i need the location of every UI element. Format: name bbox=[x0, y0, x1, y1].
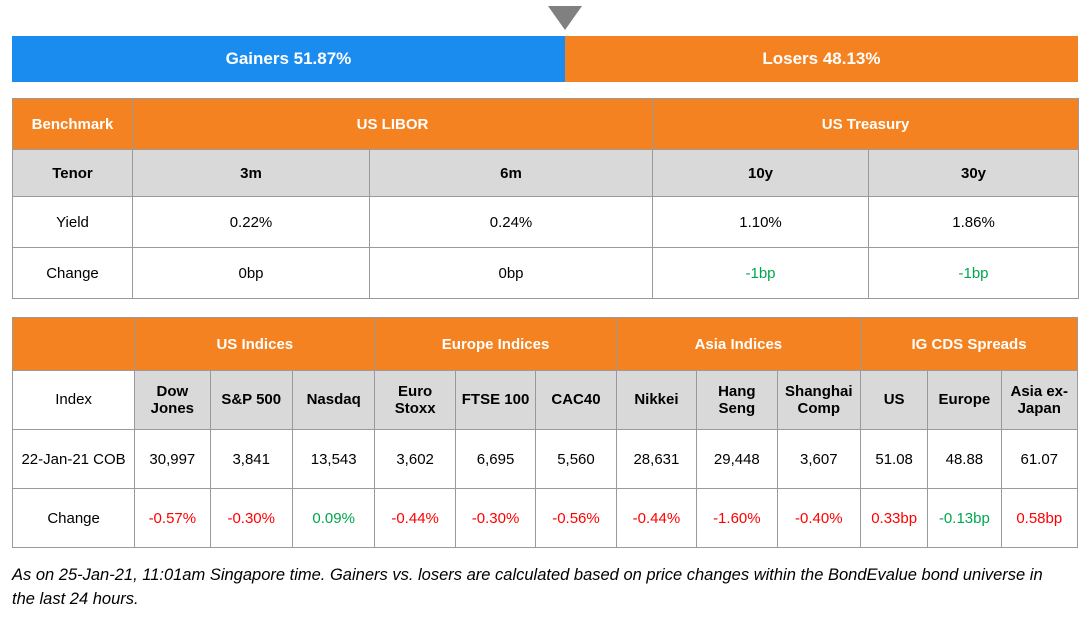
index-label: Index bbox=[13, 371, 135, 430]
indices-group-europe: Europe Indices bbox=[375, 318, 616, 371]
cob-row-label: 22-Jan-21 COB bbox=[13, 430, 135, 489]
yield-label: Yield bbox=[13, 197, 133, 248]
benchmark-tenor-row bbox=[13, 150, 1079, 197]
change-euro-stoxx: -0.44% bbox=[375, 489, 455, 548]
indices-table-wrapper bbox=[12, 317, 1078, 548]
yield-3m: 0.22% bbox=[133, 197, 370, 248]
cob-cds-us: 51.08 bbox=[861, 430, 928, 489]
change-10y: -1bp bbox=[653, 248, 869, 299]
change-shanghai-comp: -0.40% bbox=[777, 489, 861, 548]
benchmark-change-label: Change bbox=[13, 248, 133, 299]
change-cds-asia-ex-japan: 0.58bp bbox=[1001, 489, 1077, 548]
change-3m: 0bp bbox=[133, 248, 370, 299]
column-ftse-100: FTSE 100 bbox=[455, 371, 535, 430]
indices-group-asia: Asia Indices bbox=[616, 318, 860, 371]
change-30y: -1bp bbox=[869, 248, 1079, 299]
indices-group-ig-cds: IG CDS Spreads bbox=[861, 318, 1078, 371]
tenor-label: Tenor bbox=[13, 150, 133, 197]
footnote-text: As on 25-Jan-21, 11:01am Singapore time. Gainers vs. losers are calculated based on price changes within the BondEvalue bond universe in the last 24 hours. bbox=[12, 566, 1043, 608]
indices-corner-label bbox=[13, 318, 135, 371]
change-nikkei: -0.44% bbox=[616, 489, 696, 548]
cob-dow-jones: 30,997 bbox=[135, 430, 210, 489]
indices-table bbox=[12, 317, 1078, 548]
cob-sp-500: 3,841 bbox=[210, 430, 292, 489]
tenor-30y: 30y bbox=[869, 150, 1079, 197]
cob-ftse-100: 6,695 bbox=[455, 430, 535, 489]
benchmark-group-us-treasury: US Treasury bbox=[653, 99, 1079, 150]
change-hang-seng: -1.60% bbox=[697, 489, 777, 548]
benchmark-yield-row bbox=[13, 197, 1079, 248]
column-nikkei: Nikkei bbox=[616, 371, 696, 430]
benchmark-group-row bbox=[13, 99, 1079, 150]
gainers-losers-bar bbox=[12, 36, 1078, 82]
tenor-6m: 6m bbox=[370, 150, 653, 197]
tenor-3m: 3m bbox=[133, 150, 370, 197]
cob-hang-seng: 29,448 bbox=[697, 430, 777, 489]
column-cds-europe: Europe bbox=[928, 371, 1001, 430]
change-sp-500: -0.30% bbox=[210, 489, 292, 548]
column-euro-stoxx: Euro Stoxx bbox=[375, 371, 455, 430]
benchmark-corner-label: Benchmark bbox=[13, 99, 133, 150]
change-6m: 0bp bbox=[370, 248, 653, 299]
column-shanghai-comp: Shanghai Comp bbox=[777, 371, 861, 430]
indices-column-header-row bbox=[13, 371, 1078, 430]
change-cds-europe: -0.13bp bbox=[928, 489, 1001, 548]
column-cac40: CAC40 bbox=[536, 371, 616, 430]
column-sp-500: S&P 500 bbox=[210, 371, 292, 430]
indices-cob-row bbox=[13, 430, 1078, 489]
change-cds-us: 0.33bp bbox=[861, 489, 928, 548]
column-cds-us: US bbox=[861, 371, 928, 430]
cob-nasdaq: 13,543 bbox=[292, 430, 374, 489]
cob-cds-europe: 48.88 bbox=[928, 430, 1001, 489]
column-nasdaq: Nasdaq bbox=[292, 371, 374, 430]
column-cds-asia-ex-japan: Asia ex-Japan bbox=[1001, 371, 1077, 430]
column-hang-seng: Hang Seng bbox=[697, 371, 777, 430]
benchmark-group-us-libor: US LIBOR bbox=[133, 99, 653, 150]
yield-6m: 0.24% bbox=[370, 197, 653, 248]
cob-cds-asia-ex-japan: 61.07 bbox=[1001, 430, 1077, 489]
cob-cac40: 5,560 bbox=[536, 430, 616, 489]
column-dow-jones: Dow Jones bbox=[135, 371, 210, 430]
tenor-10y: 10y bbox=[653, 150, 869, 197]
benchmark-change-row bbox=[13, 248, 1079, 299]
change-cac40: -0.56% bbox=[536, 489, 616, 548]
cob-shanghai-comp: 3,607 bbox=[777, 430, 861, 489]
split-marker-triangle-icon bbox=[548, 6, 582, 30]
yield-30y: 1.86% bbox=[869, 197, 1079, 248]
cob-euro-stoxx: 3,602 bbox=[375, 430, 455, 489]
indices-group-row bbox=[13, 318, 1078, 371]
gainers-segment bbox=[12, 36, 565, 82]
benchmark-table-wrapper bbox=[12, 98, 1078, 299]
gainers-label: Gainers 51.87% bbox=[225, 49, 352, 68]
losers-label: Losers 48.13% bbox=[762, 49, 881, 68]
change-dow-jones: -0.57% bbox=[135, 489, 210, 548]
indices-change-label: Change bbox=[13, 489, 135, 548]
report-page bbox=[0, 36, 1090, 623]
benchmark-table bbox=[12, 98, 1079, 299]
cob-nikkei: 28,631 bbox=[616, 430, 696, 489]
gainers-losers-track bbox=[12, 36, 1078, 82]
indices-change-row bbox=[13, 489, 1078, 548]
change-nasdaq: 0.09% bbox=[292, 489, 374, 548]
yield-10y: 1.10% bbox=[653, 197, 869, 248]
losers-segment bbox=[565, 36, 1078, 82]
change-ftse-100: -0.30% bbox=[455, 489, 535, 548]
indices-group-us: US Indices bbox=[135, 318, 375, 371]
